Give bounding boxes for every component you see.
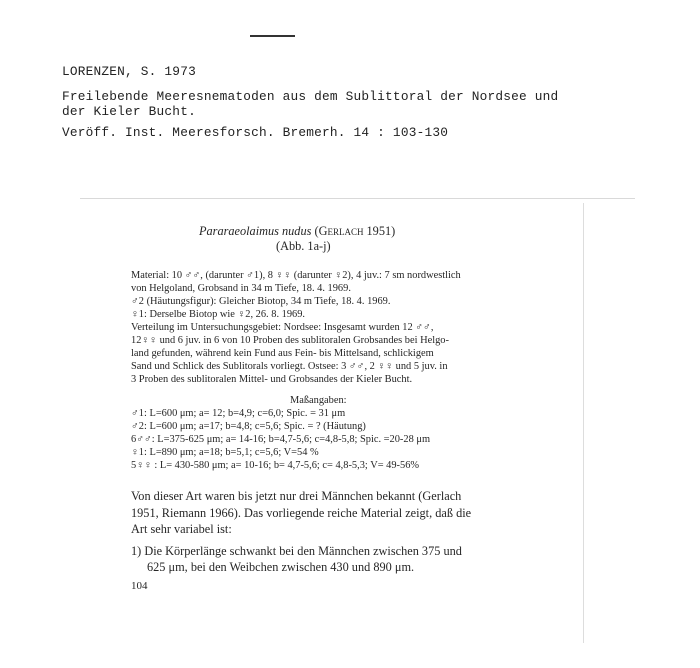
scan-divider — [80, 198, 635, 199]
discussion-line-1: Von dieser Art waren bis jetzt nur drei Männchen bekannt (Gerlach — [131, 489, 462, 503]
distribution-line-4: Sand und Schlick des Sublitorals vorliegt. Ostsee: 3 ♂♂, 2 ♀♀ und 5 juv. in — [131, 361, 448, 372]
discussion-line-3: Art sehr variabel ist: — [131, 522, 232, 536]
figure-reference: (Abb. 1a-j) — [276, 239, 331, 253]
page-number: 104 — [131, 580, 148, 592]
distribution-line-1: Verteilung im Untersuchungsgebiet: Nordsee: Insgesamt wurden 12 ♂♂, — [131, 322, 434, 333]
discussion-line-2: 1951, Riemann 1966). Das vorliegende reiche Material zeigt, daß die — [131, 506, 472, 520]
material-line-2: von Helgoland, Grobsand in 34 m Tiefe, 18. 4. 1969. — [131, 283, 351, 294]
distribution-line-2: 12♀♀ und 6 juv. in 6 von 10 Proben des sublitoralen Grobsandes bei Helgo- — [131, 335, 449, 346]
species-authority: (Gerlach 1951) — [314, 224, 396, 238]
species-name: Pararaeolaimus nudus — [199, 224, 312, 238]
measurement-line-4: ♀1: L=890 μm; a=18; b=5,1; c=5,6; V=54 % — [131, 447, 319, 458]
material-line-1: Material: 10 ♂♂, (darunter ♂1), 8 ♀♀ (darunter ♀2), 4 juv.: 7 sm nordwestlich — [131, 270, 461, 281]
measurement-line-3: 6♂♂: L=375-625 μm; a= 14-16; b=4,7-5,6; c=4,8-5,8; Spic. =20-28 μm — [131, 434, 431, 445]
measurement-line-5: 5♀♀ : L= 430-580 μm; a= 10-16; b= 4,7-5,6; c= 4,8-5,3; V= 49-56% — [131, 460, 420, 471]
measurements-heading: Maßangaben: — [290, 395, 347, 406]
citation-journal: Veröff. Inst. Meeresforsch. Bremerh. 14 : 103-130 — [62, 125, 449, 140]
citation-title-line-2: der Kieler Bucht. — [62, 104, 196, 119]
scan-edge — [583, 203, 584, 643]
material-line-3: ♂2 (Häutungsfigur): Gleicher Biotop, 34 m Tiefe, 18. 4. 1969. — [131, 296, 391, 307]
material-line-4: ♀1: Derselbe Biotop wie ♀2, 26. 8. 1969. — [131, 309, 306, 320]
point-1-line-2: 625 μm, bei den Weibchen zwischen 430 und 890 μm. — [147, 560, 415, 574]
top-rule — [250, 35, 295, 37]
measurement-line-1: ♂1: L=600 μm; a= 12; b=4,9; c=6,0; Spic. = 31 μm — [131, 408, 346, 419]
distribution-line-3: land gefunden, während kein Fund aus Fein- bis Mittelsand, schlickigem — [131, 348, 434, 359]
point-1-line-1: 1) Die Körperlänge schwankt bei den Männchen zwischen 375 und — [131, 544, 462, 558]
measurement-line-2: ♂2: L=600 μm; a=17; b=4,8; c=5,6; Spic. = ? (Häutung) — [131, 421, 366, 432]
distribution-line-5: 3 Proben des sublitoralen Mittel- und Grobsandes der Kieler Bucht. — [131, 374, 413, 385]
citation-author-year: LORENZEN, S. 1973 — [62, 64, 196, 79]
species-heading — [199, 224, 395, 239]
citation-title-line-1: Freilebende Meeresnematoden aus dem Sublittoral der Nordsee und — [62, 89, 559, 104]
